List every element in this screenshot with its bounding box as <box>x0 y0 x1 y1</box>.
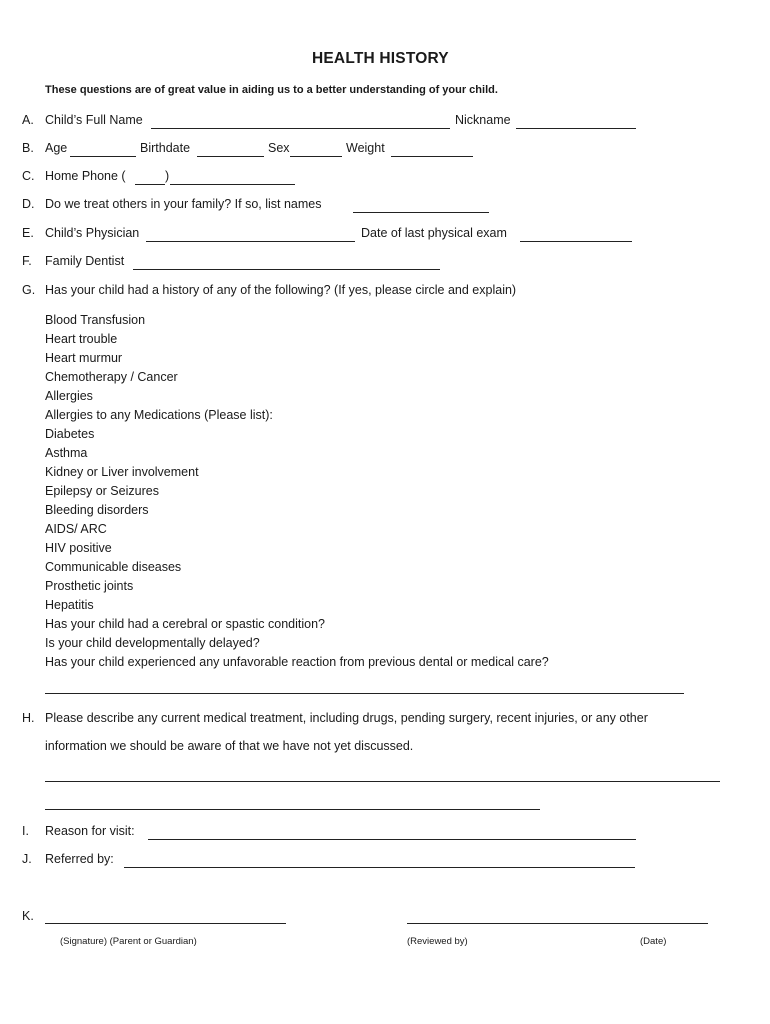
item-c-letter: C. <box>22 169 35 183</box>
signature-caption: (Signature) (Parent or Guardian) <box>60 936 197 947</box>
family-names-field[interactable] <box>353 212 489 213</box>
referred-label: Referred by: <box>45 852 114 866</box>
item-e-letter: E. <box>22 226 34 240</box>
history-item[interactable]: Blood Transfusion <box>45 313 146 327</box>
full-name-label: Child’s Full Name <box>45 113 143 127</box>
family-dentist-label: Family Dentist <box>45 254 125 268</box>
treatment-field-2[interactable] <box>45 809 540 810</box>
physician-label: Child’s Physician <box>45 226 140 240</box>
weight-label: Weight <box>346 141 385 155</box>
home-phone-label: Home Phone ( <box>45 169 126 183</box>
date-caption: (Date) <box>640 936 667 947</box>
history-item[interactable]: Is your child developmentally delayed? <box>45 636 260 650</box>
signature-field[interactable] <box>45 923 286 924</box>
history-item[interactable]: Bleeding disorders <box>45 503 149 517</box>
item-f-letter: F. <box>22 254 32 268</box>
nickname-field[interactable] <box>516 128 636 129</box>
last-exam-label: Date of last physical exam <box>361 226 507 240</box>
reviewed-caption: (Reviewed by) <box>407 936 468 947</box>
history-list <box>45 311 549 672</box>
item-i-letter: I. <box>22 824 29 838</box>
history-item[interactable]: Heart murmur <box>45 351 123 365</box>
home-phone-paren: ) <box>165 169 170 183</box>
weight-field[interactable] <box>391 156 473 157</box>
home-phone-field[interactable] <box>170 184 295 185</box>
sex-field[interactable] <box>290 156 342 157</box>
history-item[interactable]: Kidney or Liver involvement <box>45 465 199 479</box>
item-k-letter: K. <box>22 909 34 923</box>
age-field[interactable] <box>70 156 136 157</box>
age-label: Age <box>45 141 68 155</box>
last-exam-field[interactable] <box>520 241 632 242</box>
area-code-field[interactable] <box>135 184 165 185</box>
history-item[interactable]: Diabetes <box>45 427 95 441</box>
history-item[interactable]: Communicable diseases <box>45 560 182 574</box>
item-d-letter: D. <box>22 197 35 211</box>
nickname-label: Nickname <box>455 113 511 127</box>
referred-field[interactable] <box>124 867 635 868</box>
history-item[interactable]: Hepatitis <box>45 598 94 612</box>
treatment-field-1[interactable] <box>45 781 720 782</box>
history-item[interactable]: Allergies to any Medications (Please list): <box>45 408 273 422</box>
reason-label: Reason for visit: <box>45 824 135 838</box>
item-h-letter: H. <box>22 711 35 725</box>
family-dentist-field[interactable] <box>133 269 440 270</box>
reason-field[interactable] <box>148 839 636 840</box>
history-question-label: Has your child had a history of any of the following? (If yes, please circle and explain) <box>45 283 517 297</box>
treatment-question-line2: information we should be aware of that we have not yet discussed. <box>45 739 414 753</box>
full-name-field[interactable] <box>151 128 450 129</box>
history-item[interactable]: Heart trouble <box>45 332 118 346</box>
history-item[interactable]: Chemotherapy / Cancer <box>45 370 178 384</box>
intro-text: These questions are of great value in aiding us to a better understanding of your child. <box>45 84 498 96</box>
treatment-question-line1: Please describe any current medical treatment, including drugs, pending surgery, recent injuries, or any other <box>45 711 648 725</box>
page-title: HEALTH HISTORY <box>312 50 449 67</box>
item-g-letter: G. <box>22 283 36 297</box>
birthdate-field[interactable] <box>197 156 264 157</box>
item-j-letter: J. <box>22 852 32 866</box>
family-question-label: Do we treat others in your family? If so, list names <box>45 197 322 211</box>
history-item[interactable]: Asthma <box>45 446 88 460</box>
sex-label: Sex <box>268 141 290 155</box>
physician-field[interactable] <box>146 241 355 242</box>
item-b-letter: B. <box>22 141 34 155</box>
history-item[interactable]: AIDS/ ARC <box>45 522 107 536</box>
reviewed-by-field[interactable] <box>407 923 708 924</box>
history-item[interactable]: Has your child experienced any unfavorable reaction from previous dental or medical care? <box>45 655 549 669</box>
history-item[interactable]: Prosthetic joints <box>45 579 134 593</box>
birthdate-label: Birthdate <box>140 141 191 155</box>
history-item[interactable]: HIV positive <box>45 541 112 555</box>
history-item[interactable]: Epilepsy or Seizures <box>45 484 159 498</box>
item-a-letter: A. <box>22 113 34 127</box>
history-item[interactable]: Allergies <box>45 389 93 403</box>
history-item[interactable]: Has your child had a cerebral or spastic condition? <box>45 617 326 631</box>
history-explain-field[interactable] <box>45 693 684 694</box>
